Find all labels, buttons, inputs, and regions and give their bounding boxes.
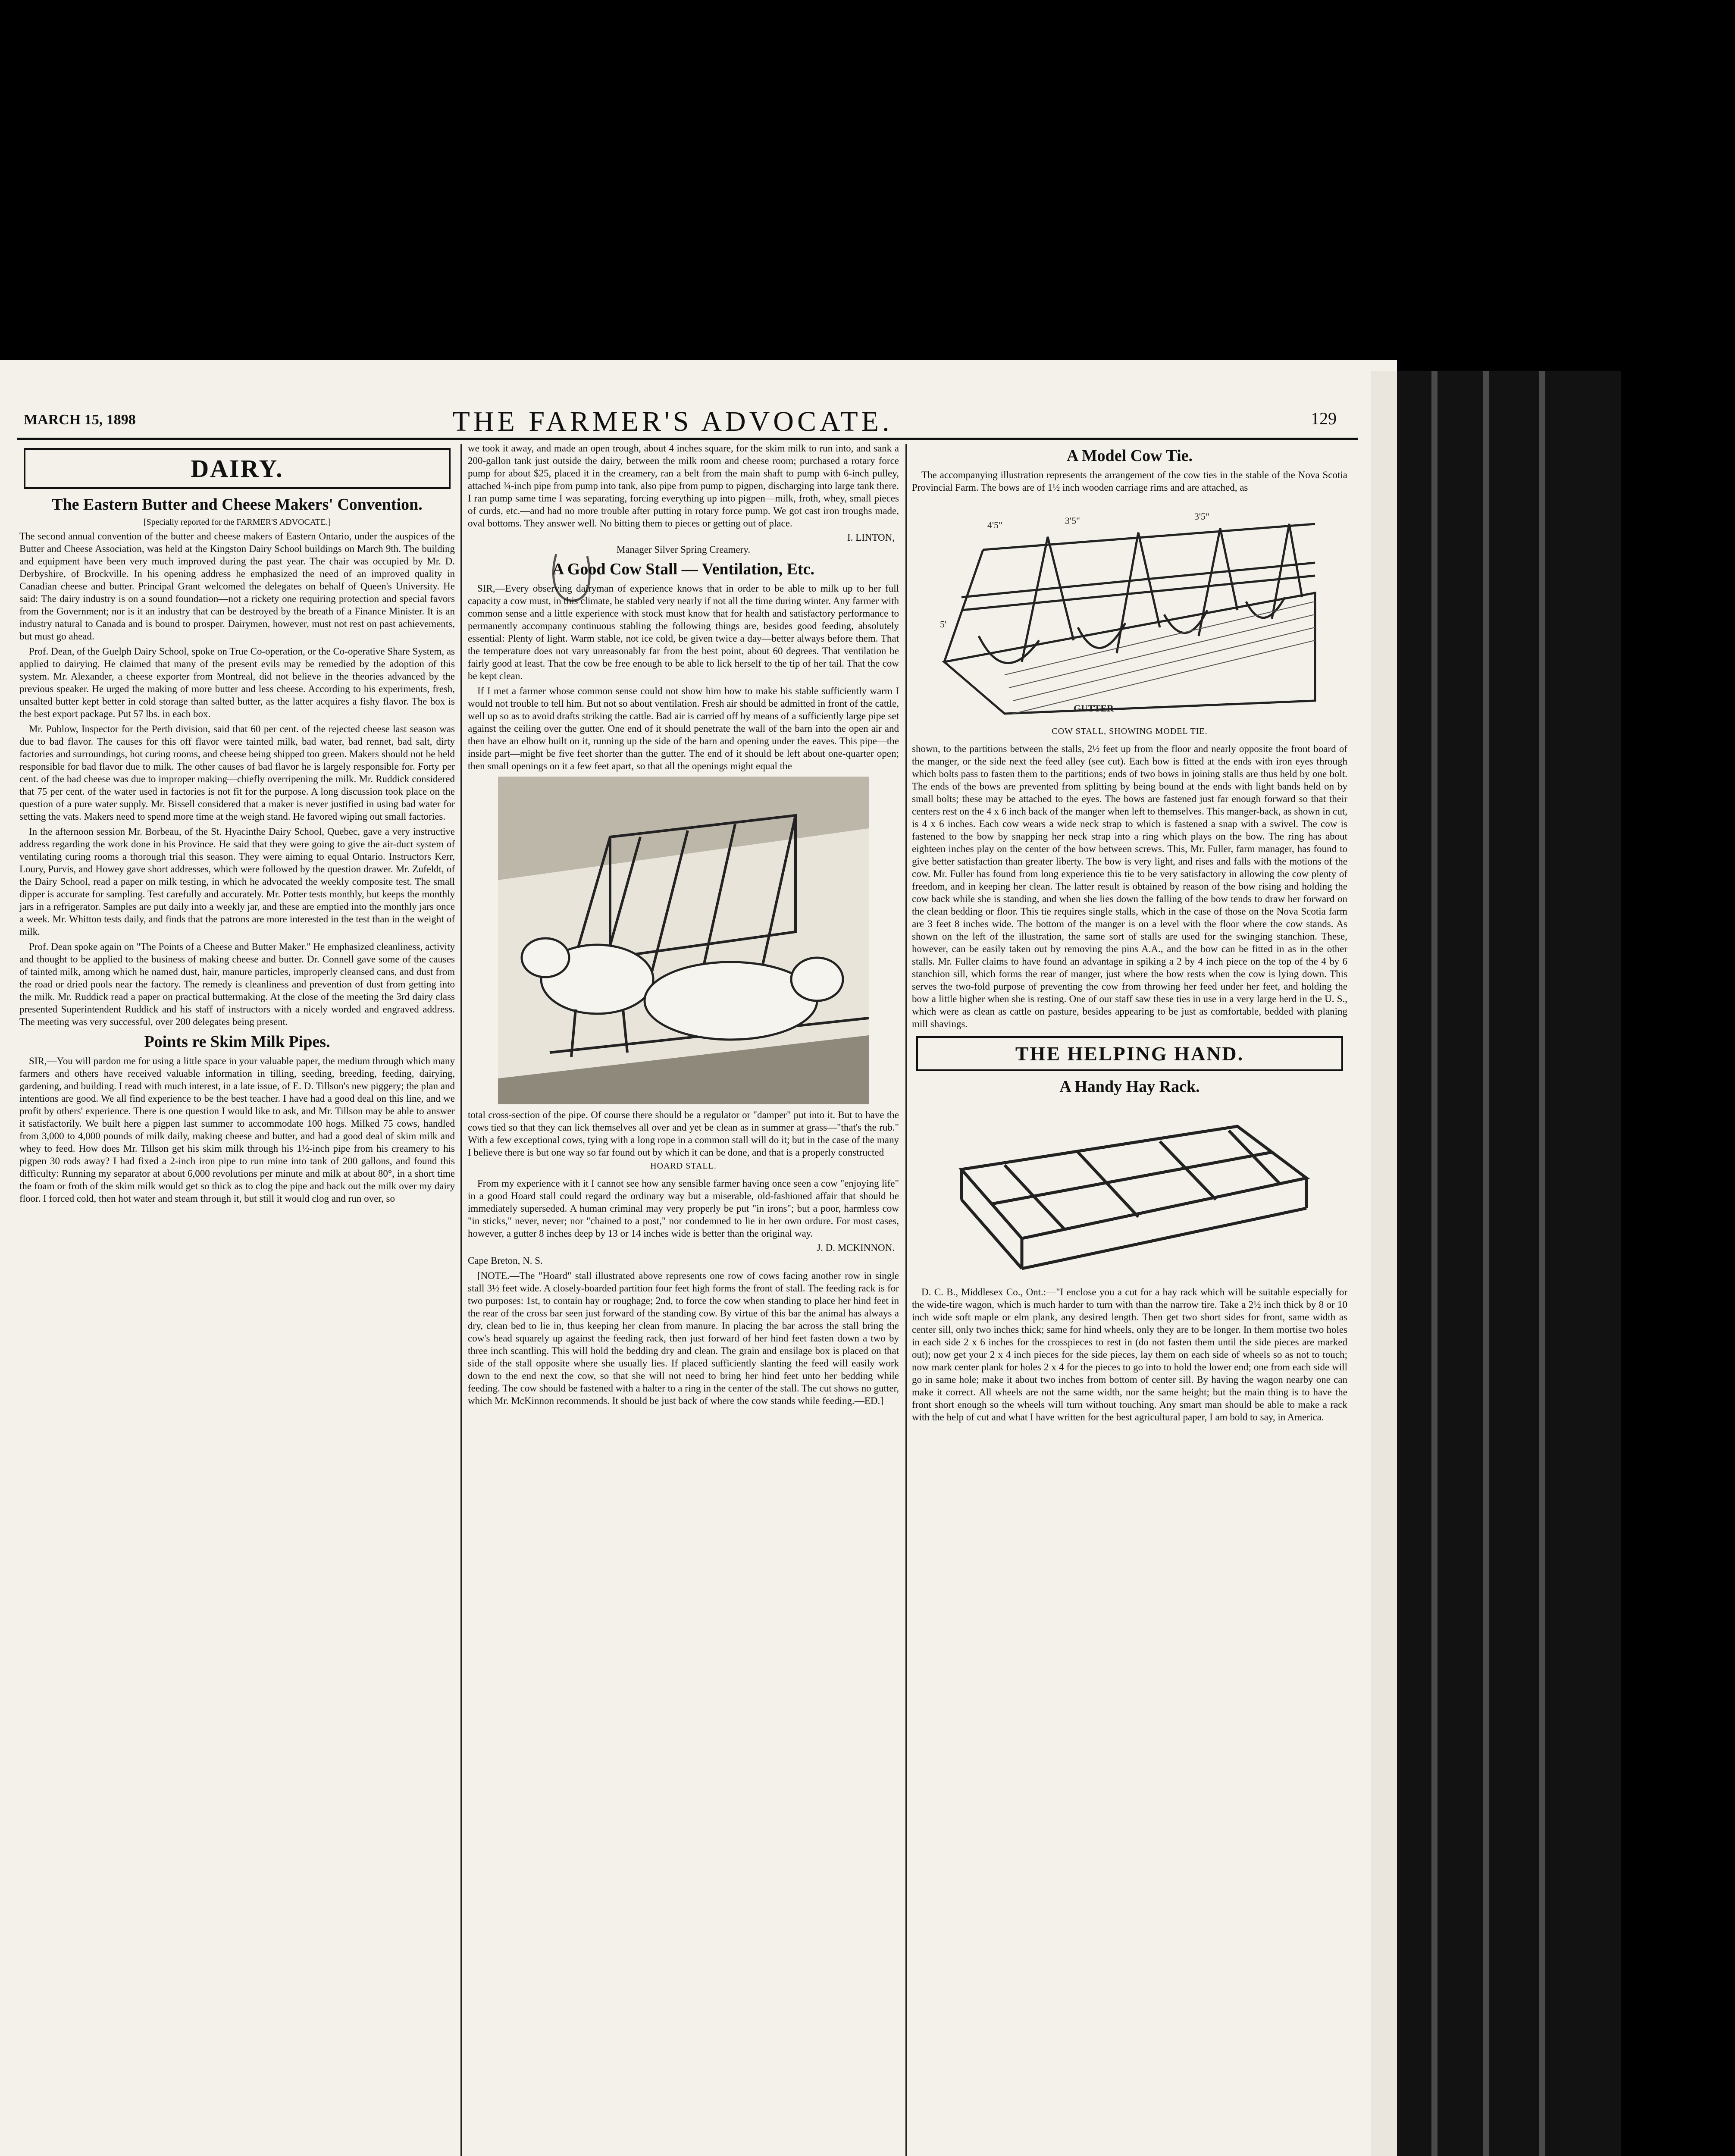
article-title: A Good Cow Stall — Ventilation, Etc. <box>552 560 815 578</box>
paragraph: The second annual convention of the butter and cheese makers of Eastern Ontario, under the auspices of the Butter and Cheese Association, was held at the Kingston Dairy School buildings on March 9th. The building and equipment have been very much improved during the past year. The chair was occupied by Mr. D. Derbyshire, of Brockville. In his opening address he emphasized the need of an improved quality in Canadian cheese and butter. Principal Grant welcomed the delegates on behalf of Queen's University. He said: The dairy industry is on a sound foundation—not a rickety one requiring protection and special favors from the Government; nor is it an industry that can be destroyed by the breath of a Finance Minister. It is an industry natural to Canada and is bound to prosper. Dairymen, however, must not rest on past achievements, but must go ahead. <box>19 531 455 642</box>
paragraph: we took it away, and made an open trough, about 4 inches square, for the skim milk to run into, and sank a 200-gallon tank just outside the dairy, between the milk room and cheese room; purchased a rotary force pump for about $25, placed it in the creamery, ran a belt from the main shaft to pump with 6-inch pulley, attached ¾-inch pipe from pump into tank, also pipe from pump to pigpen, discharging into large tank there. I ran pump same time I was separating, forcing everything up into pigpen—milk, froth, whey, small pieces of curds, etc.—and had no more trouble after putting in rotary force pump. We got cast iron troughs made, oval bottoms. They answer well. No bitting them to pieces or getting out of place. <box>468 443 899 529</box>
paragraph: Prof. Dean spoke again on "The Points of a Cheese and Butter Maker." He emphasized cleanliness, activity and thought to be applied to the business of making cheese and butter. Dr. Connell gave some of the causes of tainted milk, among which he named dust, hair, manure particles, improperly cleansed cans, and dust from the road or dried pools near the factory. The remedy is cleanliness and prevention of dust from getting into the milk. Mr. Ruddick read a paper on practical buttermaking. At the close of the meeting the 3rd dairy class presented Superintendent Ruddick and his staff of instructors with a nicely worded and engraved address. The meeting was very successful, over 200 delegates being present. <box>19 941 455 1027</box>
paragraph: SIR,—You will pardon me for using a little space in your valuable paper, the medium through which many farmers and others have received valuable information in tilling, seeding, breeding, feeding, dairying, gardening, and building. I read with much interest, in a late issue, of E. D. Tillson's new piggery; the plan and intentions are good. We all find experience to be the best teacher. I have had a good deal on this line, and we profit by others' experience. There is one question I would like to ask, and Mr. Tillson may be able to answer it satisfactorily. We built here a pigpen last summer to accommodate 100 hogs. Milked 75 cows, handled from 3,000 to 4,000 pounds of milk daily, making cheese and butter, and had a good deal of skim milk and whey to feed. How does Mr. Tillson get his skim milk through his 1½-inch pipe from his creamery to his pigpen 30 rods away? I had fixed a 2-inch iron pipe to run mine into tank of 200 gallons, and found this difficulty: Running my separator at about 6,000 revolutions per minute and milk at about 80°, in a short time the foam or froth of the skim milk would get so thick as to clog the pipe and back out the milk over my dairy floor. I forced cold, then hot water and steam through it, but still it would clog and run over, so <box>19 1056 455 1204</box>
figure-label: GUTTER <box>1074 703 1114 714</box>
masthead-title: THE FARMER'S ADVOCATE. <box>452 406 893 437</box>
column-divider <box>905 444 907 2156</box>
middle-column <box>468 442 899 1410</box>
article-title: Points re Skim Milk Pipes. <box>144 1033 330 1051</box>
paragraph: If I met a farmer whose common sense could not show him how to make his stable sufficiently warm I would not trouble to tell him. But not so about ventilation. Fresh air should be admitted in front of the cattle, well up so as to avoid drafts striking the cattle. Bad air is carried off by means of a sufficiently large pipe set against the ceiling over the gutter. One end of it should penetrate the wall of the barn into the open air and then have an elbow built on it, running up the side of the barn and opening under the eaves. This pipe—the inside part—might be five feet shorter than the gutter. The end of it should be left about one-quarter open; then small openings on it a few feet apart, so that all the openings might equal the <box>468 686 899 771</box>
paragraph: total cross-section of the pipe. Of course there should be a regulator or "damper" put into it. But to have the cows tied so that they can lick themselves all over and yet be clean as in summer at grass—"that's the rub." With a few exceptional cows, tying with a long rope in a common stall will do it; but in the case of the many I believe there is but one way so far found out by which it can be done, and that is a properly constructed <box>468 1109 899 1158</box>
signature: J. D. MCKINNON. <box>817 1242 895 1253</box>
paragraph: In the afternoon session Mr. Borbeau, of the St. Hyacinthe Dairy School, Quebec, gave a very instructive address regarding the work done in his Province. He said that they were going to give the air-duct system of ventilating curing rooms a thorough trial this season. They were aiming to equal Ontario. Instructors Kerr, Loury, Purvis, and Howey gave short addresses, which were followed by the question drawer. Mr. Zufeldt, of the Dairy School, read a paper on milk testing, in which he advocated the weekly composite test. The small dipper is accurate for sampling. Test carefully and accurately. Mr. Potter tests monthly, but keeps the monthly jars in a refrigerator. Samples are put daily into a weekly jar, and these are emptied into the monthly jars once a week. Mr. Whitton tests daily, and finds that the patrons are more interested in the test than in the weight of milk. <box>19 826 455 937</box>
figure-label: 4'5" <box>987 520 1002 530</box>
figure-label: 3'5" <box>1065 515 1080 526</box>
hay-rack-illustration <box>936 1100 1324 1282</box>
paragraph: From my experience with it I cannot see how any sensible farmer having once seen a cow "enjoying life" in a good Hoard stall could regard the ordinary way but a miserable, old-fashioned affair that should be immediately superseded. A human criminal may very properly be put "in irons"; but a poor, harmless cow "in sticks," never, never; nor "chained to a post," nor condemned to lie in her own ordure. For most cases, however, a gutter 8 inches deep by 13 or 14 inches wide is better than the original way. <box>468 1178 899 1239</box>
issue-date: MARCH 15, 1898 <box>24 412 136 428</box>
article-title: A Model Cow Tie. <box>1066 447 1193 465</box>
editor-note: [NOTE.—The "Hoard" stall illustrated above represents one row of cows facing another row in single stall 3½ feet wide. A closely-boarded partition four feet high forms the front of stall. The feeding rack is for two purposes: 1st, to contain hay or roughage; 2nd, to force the cow when standing to place her hind feet in the rear of the cross bar seen just forward of the standing cow. By virtue of this bar the animal has always a dry, clean bed to lie in, thus keeping her clean from manure. In placing the bar across the stall bring the cow's head squarely up against the feeding rack, then just forward of her hind feet fasten down a two by three inch scantling. This will hold the bedding dry and clean. The grain and ensilage box is placed on that side of the stall opposite where she usually lies. If placed sufficiently slanting the feed will easily work down to the end next the cow, so that she will not need to bring her hind feet unto her bedding while feeding. The cow should be fastened with a halter to a ring in the center of the stall. The cut shows no gutter, which Mr. McKinnon recommends. It should be just back of where the cow stands while feeding.—ED.] <box>468 1270 899 1406</box>
hoard-stall-illustration <box>498 777 869 1104</box>
paragraph: D. C. B., Middlesex Co., Ont.:—"I enclose you a cut for a hay rack which will be suitable especially for the wide-tire wagon, which is much harder to turn with than the narrow tire. Take a 2½ inch thick by 8 or 10 inch wide soft maple or elm plank, any desired length. Then get two short sides for front, same width as center sill, only two inches thick; same for hind wheels, only they are to be longer. In them mortise two holes in each side 2 x 6 inches for the crosspieces to rest in (do not fasten them until the side pieces are marked out); now get your 2 x 4 inch pieces for the side pieces, lay them on each side of wheels so as not to touch; now mark center plank for holes 2 x 4 for the pieces to go into to hold the lower end; one from each side will go in same hole; make it about two inches from bottom of center sill. By having the wagon nearby one can make it correct. All wheels are not the same width, nor the same height; but the main thing is to have the front short enough so the wheels will turn without touching. Any smart man should be able to make a rack with the help of cut and what I have written for the best agricultural paper, I am bold to say, in America. <box>912 1287 1347 1423</box>
paragraph: SIR,—Every observing dairyman of experience knows that in order to be able to milk up to her full capacity a cow must, in this climate, be stabled very nearly if not all the time during winter. Any farmer with common sense and a little experience with stock must know that for health and satisfactory performance to permanently accompany continuous stabling the following things are, besides good feeding, absolutely essential: Plenty of light. Warm stable, not ice cold, be given twice a day—better always before them. That the temperature does not vary unreasonably far from the best point, about 60 degrees. That ventilation be fairly good at least. That the cow be free enough to be able to lick herself to the tip of her tail. That the cow be kept clean. <box>468 583 899 681</box>
newspaper-page <box>0 360 1397 2156</box>
location: Cape Breton, N. S. <box>468 1255 543 1266</box>
column-divider <box>460 444 462 2156</box>
left-column <box>19 442 455 1207</box>
section-heading-dairy: DAIRY. <box>24 448 451 489</box>
figure-label: 3'5" <box>1194 511 1209 522</box>
paragraph: shown, to the partitions between the stalls, 2½ feet up from the floor and nearly opposite the front board of the manger, or the side next the feed alley (see cut). Each bow is fitted at the ends with iron eyes through which bolts pass to fasten them to the partitions; ends of two bows in joining stalls are thus held by one bolt. The ends of the bows are prevented from splitting by being bound at the ends with light bands held on by small bolts; these may be attached to the eyes. The bows are fastened just far enough forward so that their centers rest on the 4 x 6 inch back of the manger when left to themselves. This manger-back, as shown in cut, is 4 x 6 inches. Each cow wears a wide neck strap to which is fastened a snap with a swivel. The cow is fastened to the bow by snapping her neck strap into a ring which plays on the bow. The ring has about eighteen inches play on the center of the bow between screws. This, Mr. Fuller, farm manager, has found to give better satisfaction than greater liberty. The bow is very light, and rises and falls with the motions of the cow. Mr. Fuller has found from long experience this tie to be very satisfactory in allowing the cow plenty of freedom, and in keeping her clean. The latter result is obtained by reason of the bow rising and holding the cow back while she is standing, and when she lies down the falling of the bow tends to draw her forward on the clean bedding or floor. This tie requires single stalls, which in the case of those on the Nova Scotia farm are 3 feet 8 inches wide. The bottom of the manger is on a level with the floor where the cow stands. As shown on the left of the illustration, the same sort of stalls are used for the swinging stanchion. These, however, can be easily taken out by removing the pins A.A., and the bow can be fitted in as in the other stalls. Mr. Fuller claims to have found an advantage in spiking a 2 by 4 inch piece on the top of the 4 by 6 stanchion sill, which forms the rear of manger, just where the bow rests when the cow is lying down. This serves the two-fold purpose of preventing the cow from throwing her feed under her feet, and holding the bow a little higher when she is resting. One of our staff saw these ties in use in a very large herd in the U. S., which were as clean as cattle on pasture, besides appearing to be just as comfortable, bedded with planing mill shavings. <box>912 743 1347 1029</box>
signature: I. LINTON, <box>847 532 895 543</box>
signature-title: Manager Silver Spring Creamery. <box>616 544 751 555</box>
figure-caption: COW STALL, SHOWING MODEL TIE. <box>1052 727 1208 736</box>
masthead-rule <box>17 438 1358 440</box>
paragraph: Prof. Dean, of the Guelph Dairy School, spoke on True Co-operation, or the Co-operative Share System, as applied to dairying. He claimed that many of the present evils may be remedied by the adoption of this system. Mr. Alexander, a cheese exporter from Montreal, did not believe in the theories advanced by the previous speaker. He urged the making of more butter and less cheese. According to his experiments, fresh, unsalted butter kept better in cold storage than salted butter, as the latter acquires a fishy flavor. The box is the best export package. Put 57 lbs. in each box. <box>19 646 455 719</box>
page-number: 129 <box>1311 409 1337 428</box>
right-column <box>912 442 1347 1426</box>
paragraph: Mr. Publow, Inspector for the Perth division, said that 60 per cent. of the rejected cheese last season was due to bad flavor. The causes for this off flavor were tainted milk, bad water, bad rennet, bad salt, dirty factories and surroundings, hot curing rooms, and cheese being shipped too green. Makers should not be held responsible for bad flavor due to milk. The other causes of bad flavor he is largely responsible for. Forty per cent. of the bad cheese was due to improper making—chiefly overripening the milk. Mr. Ruddick considered that 75 per cent. of the water used in factories is not fit for the purpose. A long discussion took place on the question of a pure water supply. Mr. Bissell considered that a maker is never justified in using bad water for setting the vats. Makers need to spend more time at the weigh stand. He favored wiping out small factories. <box>19 724 455 822</box>
model-cow-tie-illustration <box>936 498 1324 722</box>
section-heading-helping-hand: THE HELPING HAND. <box>916 1036 1343 1071</box>
paragraph: The accompanying illustration represents the arrangement of the cow ties in the stable of the Nova Scotia Provincial Farm. The bows are of 1½ inch wooden carriage rims and are attached, as <box>912 470 1347 493</box>
book-binding <box>1371 371 1621 2156</box>
figure-caption: HOARD STALL. <box>650 1161 717 1171</box>
article-title: The Eastern Butter and Cheese Makers' Convention. <box>52 495 423 514</box>
article-title: A Handy Hay Rack. <box>1059 1078 1200 1096</box>
figure-label: 5' <box>940 619 946 630</box>
article-note: [Specially reported for the FARMER'S ADVOCATE.] <box>143 517 331 527</box>
